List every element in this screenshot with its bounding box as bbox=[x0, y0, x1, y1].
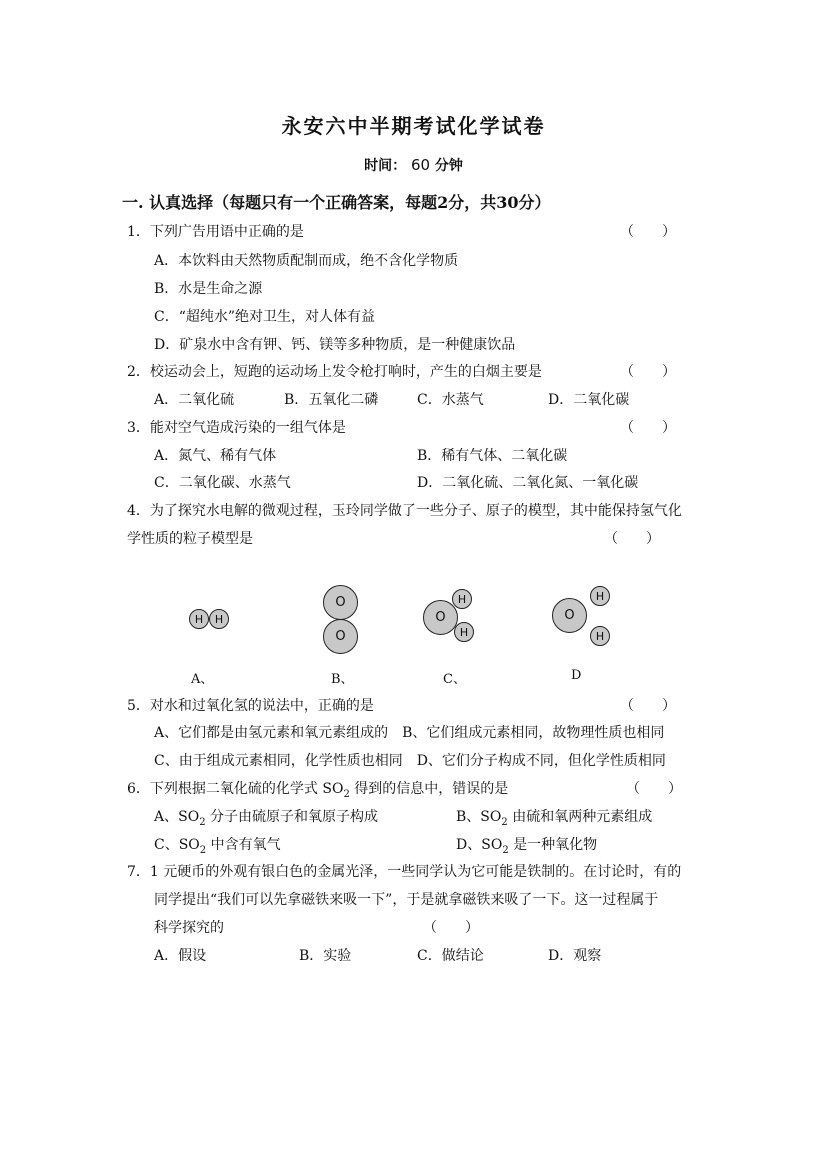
oxygen-atom: O bbox=[323, 585, 358, 620]
question-3-option-b: B．稀有气体、二氧化碳 bbox=[417, 448, 568, 464]
answer-bracket: （ ） bbox=[423, 920, 479, 936]
question-1-text: 1．下列广告用语中正确的是 bbox=[127, 224, 304, 240]
question-6-text: 6．下列根据二氧化硫的化学式 $SO_2$ 得到的信息中，错误的是 bbox=[127, 781, 509, 800]
question-7-text-line-2: 同学提出“我们可以先拿磁铁来吸一下”，于是就拿磁铁来吸了一下。这一过程属于 bbox=[154, 892, 659, 908]
section-heading: 一. 认真选择（每题只有一个正确答案，每题2分，共30分） bbox=[122, 193, 551, 212]
hydrogen-atom: H bbox=[454, 622, 474, 642]
question-6-option-c: C、$SO_2$ 中含有氧气 bbox=[154, 837, 281, 856]
question-1-option-b: B．水是生命之源 bbox=[154, 281, 263, 297]
question-2-option-b: B．五氧化二磷 bbox=[284, 392, 379, 408]
hydrogen-atom: H bbox=[452, 589, 472, 609]
question-7-option-c: C．做结论 bbox=[417, 948, 484, 964]
oxygen-atom: O bbox=[423, 600, 458, 635]
question-4-text-line-2: 学性质的粒子模型是 bbox=[127, 531, 253, 547]
time-value: 60 bbox=[410, 156, 431, 174]
answer-bracket: （ ） bbox=[620, 698, 676, 714]
question-6-option-d: D、$SO_2$ 是一种氧化物 bbox=[456, 837, 598, 856]
question-7-option-d: D．观察 bbox=[548, 948, 602, 964]
question-3-option-a: A．氮气、稀有气体 bbox=[154, 448, 277, 464]
question-7-option-b: B．实验 bbox=[299, 948, 352, 964]
hydrogen-atom: H bbox=[590, 626, 610, 646]
answer-bracket: （ ） bbox=[626, 781, 682, 797]
question-1-option-c: C．“超纯水”绝对卫生，对人体有益 bbox=[154, 309, 376, 325]
answer-bracket: （ ） bbox=[620, 224, 676, 240]
question-3-option-c: C．二氧化碳、水蒸气 bbox=[154, 475, 291, 491]
question-1-option-a: A．本饮料由天然物质配制而成，绝不含化学物质 bbox=[154, 253, 459, 269]
question-5-options-ab: A、它们都是由氢元素和氧元素组成的 B、它们组成元素相同，故物理性质也相同 bbox=[154, 725, 665, 741]
hydrogen-atom: H bbox=[590, 586, 610, 606]
question-2-text: 2．校运动会上，短跑的运动场上发令枪打响时，产生的白烟主要是 bbox=[127, 364, 542, 380]
question-2-option-c: C．水蒸气 bbox=[417, 392, 484, 408]
answer-bracket: （ ） bbox=[604, 531, 660, 547]
question-1-option-d: D．矿泉水中含有钾、钙、镁等多种物质，是一种健康饮品 bbox=[154, 337, 516, 353]
model-label-d: D bbox=[571, 668, 582, 683]
question-2-option-d: D．二氧化碳 bbox=[548, 392, 630, 408]
question-3-text: 3．能对空气造成污染的一组气体是 bbox=[127, 420, 346, 436]
model-label-c: C、 bbox=[443, 672, 466, 687]
model-label-a: A、 bbox=[191, 672, 214, 687]
exam-time bbox=[0, 155, 827, 175]
question-6-option-a: A、$SO_2$ 分子由硫原子和氧原子构成 bbox=[154, 809, 379, 828]
question-4-text-line-1: 4．为了探究水电解的微观过程，玉玲同学做了一些分子、原子的模型，其中能保持氢气化 bbox=[127, 503, 682, 519]
time-label: 时间： bbox=[364, 158, 407, 174]
question-7-text-line-1: 7．1 元硬币的外观有银白色的金属光泽，一些同学认为它可能是铁制的。在讨论时，有的 bbox=[127, 864, 682, 880]
oxygen-atom: O bbox=[552, 598, 587, 633]
question-3-option-d: D．二氧化硫、二氧化氮、一氧化碳 bbox=[417, 475, 639, 491]
hydrogen-atom: H bbox=[189, 609, 209, 629]
question-5-options-cd: C、由于组成元素相同，化学性质也相同 D、它们分子构成不同，但化学性质相同 bbox=[154, 753, 666, 769]
answer-bracket: （ ） bbox=[620, 420, 676, 436]
oxygen-atom: O bbox=[323, 619, 358, 654]
answer-bracket: （ ） bbox=[620, 364, 676, 380]
question-2-option-a: A．二氧化硫 bbox=[154, 392, 235, 408]
question-5-text: 5．对水和过氧化氢的说法中，正确的是 bbox=[127, 698, 374, 714]
question-7-text-line-3: 科学探究的 bbox=[154, 920, 224, 936]
time-unit: 分钟 bbox=[434, 158, 463, 174]
question-6-option-b: B、$SO_2$ 由硫和氧两种元素组成 bbox=[456, 809, 653, 828]
question-7-option-a: A．假设 bbox=[154, 948, 207, 964]
model-label-b: B、 bbox=[331, 672, 354, 687]
page-title: 永安六中半期考试化学试卷 bbox=[281, 114, 546, 138]
hydrogen-atom: H bbox=[209, 609, 229, 629]
